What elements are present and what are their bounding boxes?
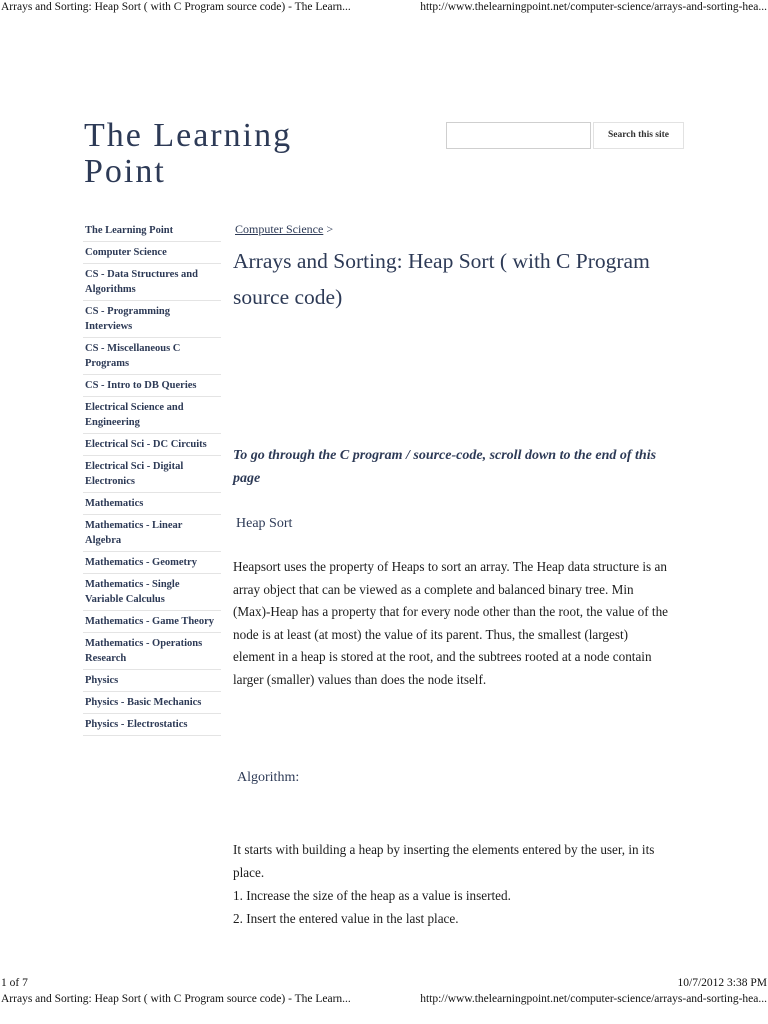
heap-sort-paragraph: Heapsort uses the property of Heaps to sort an array. The Heap data structure is an array object that can be viewed as a complete and balanced binary tree. Min (Max)-Heap has a property that for every node other than the root, the value of the node is at least (at most) the value of its parent. Thus, the smallest (largest) element in a heap is stored at the root, and the subtrees rooted at a node contain larger (smaller) values than does the node itself.	[233, 559, 669, 687]
sidebar-item-cs-programming-interviews[interactable]: CS - Programming Interviews	[83, 301, 221, 338]
print-header-url: http://www.thelearningpoint.net/computer-science/arrays-and-sorting-hea...	[420, 993, 767, 1005]
breadcrumb-separator: >	[326, 222, 334, 236]
page-count: 1 of 7	[1, 977, 28, 989]
sidebar-item-physics-mechanics[interactable]: Physics - Basic Mechanics	[83, 692, 221, 714]
sidebar-item-physics-electrostatics[interactable]: Physics - Electrostatics	[83, 714, 221, 736]
sidebar-item-math-operations-research[interactable]: Mathematics - Operations Research	[83, 633, 221, 670]
algorithm-step: 1. Increase the size of the heap as a value is inserted.	[233, 888, 511, 903]
intro-note: To go through the C program / source-code, scroll down to the end of this page	[233, 448, 657, 486]
page-title: Arrays and Sorting: Heap Sort ( with C Program source code)	[233, 249, 650, 309]
sidebar-item-electrical-dc-circuits[interactable]: Electrical Sci - DC Circuits	[83, 434, 221, 456]
print-header-bottom	[0, 992, 768, 1008]
sidebar-item-the-learning-point[interactable]: The Learning Point	[83, 220, 221, 242]
algorithm-intro: It starts with building a heap by inserting the elements entered by the user, in its place.	[233, 842, 655, 880]
sidebar-item-math-geometry[interactable]: Mathematics - Geometry	[83, 552, 221, 574]
search-input[interactable]	[446, 122, 591, 149]
sidebar-item-electrical-digital[interactable]: Electrical Sci - Digital Electronics	[83, 456, 221, 493]
sidebar-item-mathematics[interactable]: Mathematics	[83, 493, 221, 515]
sidebar-item-computer-science[interactable]: Computer Science	[83, 242, 221, 264]
sidebar-item-cs-misc-c-programs[interactable]: CS - Miscellaneous C Programs	[83, 338, 221, 375]
print-header-top	[0, 0, 768, 16]
print-header-title: Arrays and Sorting: Heap Sort ( with C Program source code) - The Learn...	[1, 993, 351, 1005]
breadcrumb-link-computer-science[interactable]: Computer Science	[235, 222, 324, 236]
sidebar-item-cs-intro-db-queries[interactable]: CS - Intro to DB Queries	[83, 375, 221, 397]
sidebar-item-math-calculus[interactable]: Mathematics - Single Variable Calculus	[83, 574, 221, 611]
print-datetime: 10/7/2012 3:38 PM	[677, 977, 767, 989]
print-header-title: Arrays and Sorting: Heap Sort ( with C Program source code) - The Learn...	[1, 1, 351, 13]
sidebar-nav	[83, 220, 221, 736]
site-title[interactable]: The Learning Point	[84, 117, 293, 190]
algorithm-text	[233, 838, 673, 930]
sidebar-item-math-linear-algebra[interactable]: Mathematics - Linear Algebra	[83, 515, 221, 552]
heap-sort-heading: Heap Sort	[236, 516, 293, 531]
sidebar-item-math-game-theory[interactable]: Mathematics - Game Theory	[83, 611, 221, 633]
print-footer	[0, 976, 768, 992]
search-button[interactable]: Search this site	[593, 122, 684, 149]
sidebar-item-cs-data-structures[interactable]: CS - Data Structures and Algorithms	[83, 264, 221, 301]
sidebar-item-physics[interactable]: Physics	[83, 670, 221, 692]
algorithm-heading: Algorithm:	[237, 770, 300, 785]
algorithm-step: 2. Insert the entered value in the last place.	[233, 911, 459, 926]
print-header-url: http://www.thelearningpoint.net/computer-science/arrays-and-sorting-hea...	[420, 1, 767, 13]
breadcrumb	[235, 222, 333, 237]
sidebar-item-electrical-science[interactable]: Electrical Science and Engineering	[83, 397, 221, 434]
